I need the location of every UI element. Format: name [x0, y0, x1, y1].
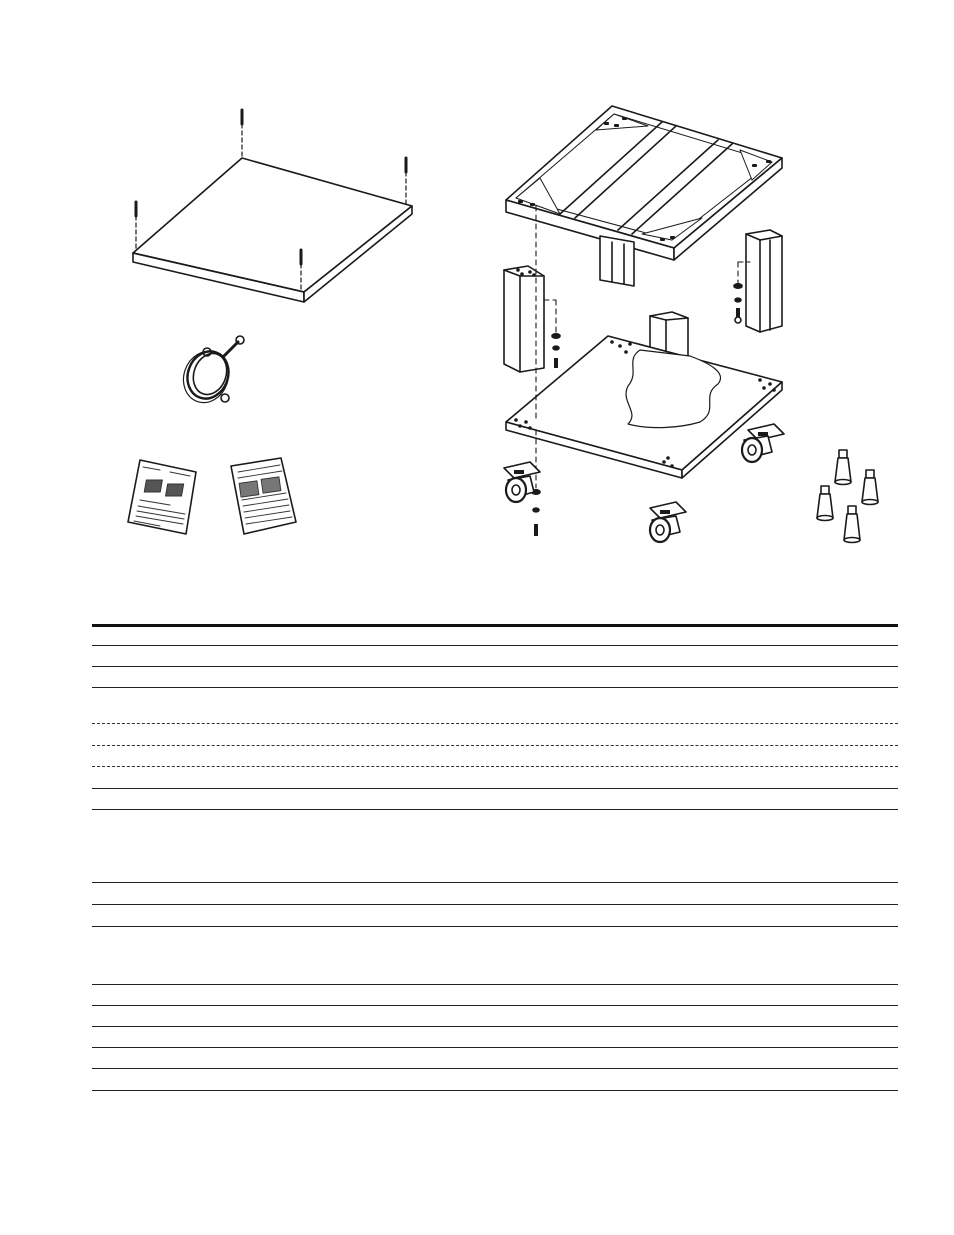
adjustable-foot-icon	[844, 506, 860, 543]
table-row-rule	[92, 1047, 898, 1048]
adjustable-foot-icon	[817, 486, 833, 521]
adjustable-foot-icon	[862, 470, 878, 505]
table-row-rule	[92, 788, 898, 789]
table-row-rule	[92, 666, 898, 667]
swivel-caster-icon	[742, 424, 784, 462]
adjustable-foot-icon	[835, 450, 851, 485]
table-top-rule	[92, 624, 898, 627]
shelf-panel-icon	[133, 158, 412, 302]
table-row-rule	[92, 984, 898, 985]
table-row-rule	[92, 1068, 898, 1069]
base-plate-icon	[506, 336, 782, 478]
table-row-rule	[92, 745, 898, 746]
table-row-rule	[92, 904, 898, 905]
swivel-caster-icon	[650, 502, 686, 542]
table-row-rule	[92, 1005, 898, 1006]
top-frame-icon	[506, 106, 782, 286]
table-row-rule	[92, 1090, 898, 1091]
table-row-rule	[92, 926, 898, 927]
exploded-assembly-diagram	[0, 0, 954, 600]
parts-list-table	[92, 624, 898, 1124]
table-row-rule	[92, 687, 898, 688]
coiled-cable-icon	[176, 336, 244, 409]
manual-sheet-icon	[128, 460, 196, 534]
leg-upright-icon	[504, 266, 544, 372]
table-row-rule	[92, 645, 898, 646]
table-row-rule	[92, 723, 898, 724]
table-row-rule	[92, 809, 898, 810]
swivel-caster-icon	[504, 462, 540, 502]
table-row-rule	[92, 882, 898, 883]
table-row-rule	[92, 766, 898, 767]
table-row-rule	[92, 1026, 898, 1027]
manual-sheet-icon	[231, 458, 296, 534]
leg-upright-icon	[746, 230, 782, 332]
